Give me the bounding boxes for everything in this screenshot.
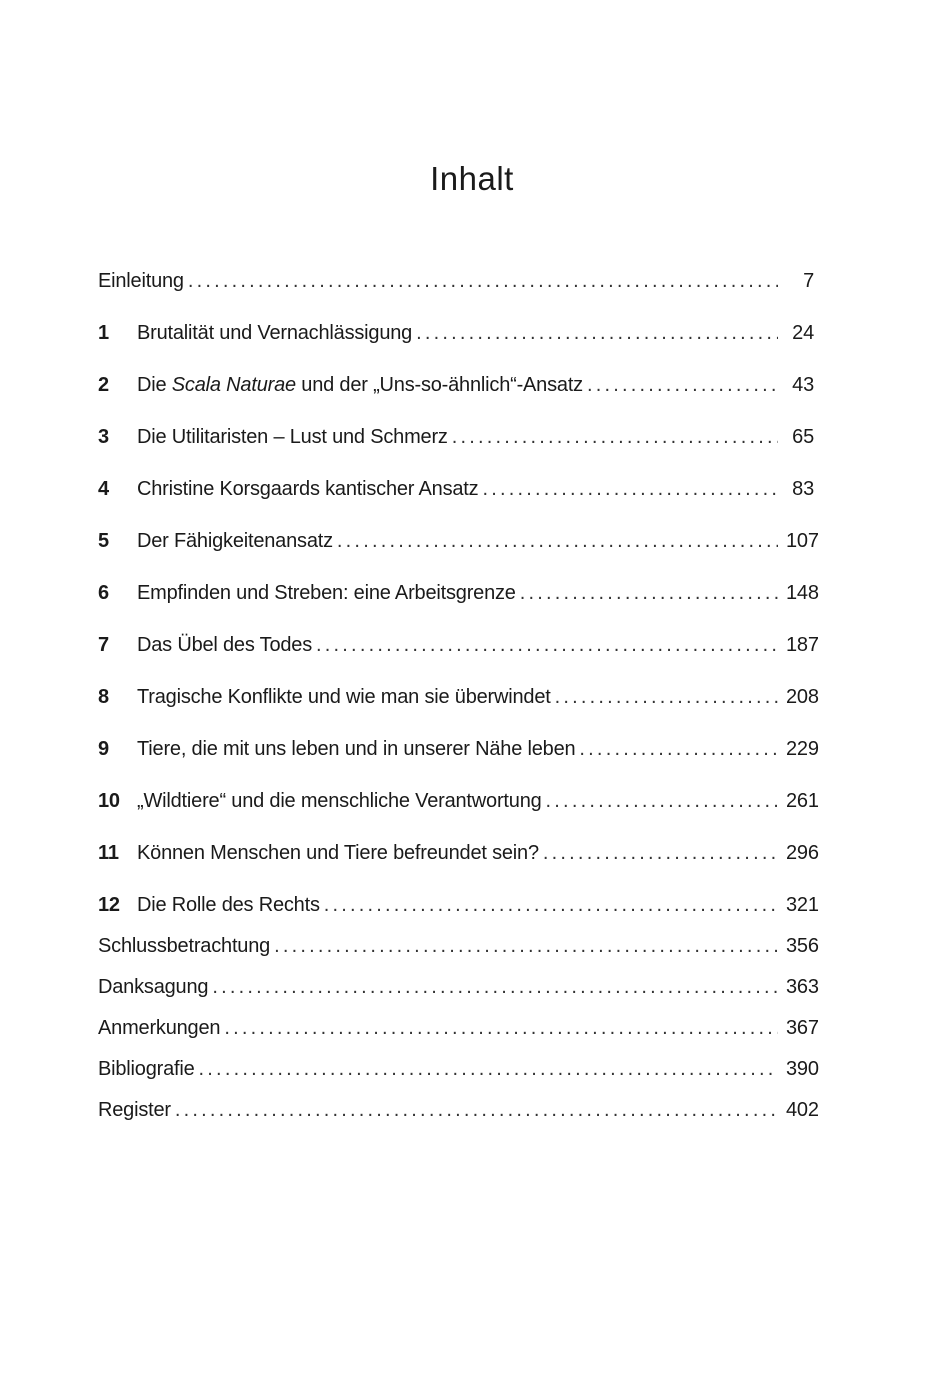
toc-page-number: 261 bbox=[786, 790, 819, 812]
toc-entry-title: Der Fähigkeitenansatz bbox=[137, 530, 333, 552]
leader-dots bbox=[175, 1095, 778, 1125]
toc-entry-title: Danksagung bbox=[98, 976, 209, 998]
toc-entry-title: Christine Korsgaards kantischer Ansatz bbox=[137, 478, 479, 500]
toc-entry-chapter-3[interactable] bbox=[98, 422, 814, 452]
toc-entry-title: Tragische Konflikte und wie man sie überwindet bbox=[137, 686, 551, 708]
toc-entry-title: Die Utilitaristen – Lust und Schmerz bbox=[137, 426, 448, 448]
toc-page-number: 65 bbox=[792, 426, 814, 448]
page-title: Inhalt bbox=[430, 160, 514, 197]
leader-dots bbox=[188, 266, 778, 296]
toc-entry-chapter-9[interactable] bbox=[98, 734, 819, 764]
toc-entry-einleitung[interactable] bbox=[98, 266, 814, 296]
toc-page-number: 390 bbox=[786, 1058, 819, 1080]
toc-page-number: 402 bbox=[786, 1099, 819, 1121]
toc-page-number: 208 bbox=[786, 686, 819, 708]
toc-entry-chapter-2[interactable] bbox=[98, 370, 814, 400]
toc-entry-title: Die Rolle des Rechts bbox=[137, 894, 320, 916]
leader-dots bbox=[224, 1013, 778, 1043]
chapter-number: 8 bbox=[98, 686, 109, 708]
toc-entry-title: Einleitung bbox=[98, 270, 184, 292]
chapter-number: 11 bbox=[98, 842, 119, 864]
toc-page-number: 363 bbox=[786, 976, 819, 998]
leader-dots bbox=[520, 578, 778, 608]
toc-entry-chapter-10[interactable] bbox=[98, 786, 819, 816]
leader-dots bbox=[482, 474, 778, 504]
toc-page-number: 321 bbox=[786, 894, 819, 916]
chapter-number: 3 bbox=[98, 426, 109, 448]
toc-entry-title: Das Übel des Todes bbox=[137, 634, 313, 656]
title-part: und der „Uns-so-ähnlich“-Ansatz bbox=[295, 374, 583, 396]
toc-page-number: 43 bbox=[792, 374, 814, 396]
leader-dots bbox=[324, 890, 778, 920]
toc-page-number: 187 bbox=[786, 634, 819, 656]
toc-entry-chapter-8[interactable] bbox=[98, 682, 819, 712]
chapter-number: 4 bbox=[98, 478, 109, 500]
leader-dots bbox=[546, 786, 778, 816]
leader-dots bbox=[416, 318, 778, 348]
toc-page-number: 356 bbox=[786, 935, 819, 957]
toc-page-number: 367 bbox=[786, 1017, 819, 1039]
leader-dots bbox=[587, 370, 778, 400]
title-italic-part: Scala Naturae bbox=[171, 374, 296, 396]
chapter-number: 7 bbox=[98, 634, 109, 656]
leader-dots bbox=[337, 526, 778, 556]
toc-entry-title: Bibliografie bbox=[98, 1058, 195, 1080]
toc-entry-schlussbetrachtung[interactable] bbox=[98, 931, 819, 961]
toc-entry-chapter-4[interactable] bbox=[98, 474, 814, 504]
toc-entry-register[interactable] bbox=[98, 1095, 819, 1125]
title-part: Die bbox=[137, 374, 172, 396]
leader-dots bbox=[316, 630, 778, 660]
toc-entry-danksagung[interactable] bbox=[98, 972, 819, 1002]
toc-entry-chapter-1[interactable] bbox=[98, 318, 814, 348]
toc-entry-title: Können Menschen und Tiere befreundet sein? bbox=[137, 842, 539, 864]
toc-entry-chapter-7[interactable] bbox=[98, 630, 819, 660]
chapter-number: 12 bbox=[98, 894, 120, 916]
toc-page-number: 24 bbox=[792, 322, 814, 344]
toc-page-number: 83 bbox=[792, 478, 814, 500]
leader-dots bbox=[212, 972, 778, 1002]
chapter-number: 5 bbox=[98, 530, 109, 552]
leader-dots bbox=[543, 838, 778, 868]
toc-entry-title: Brutalität und Vernachlässigung bbox=[137, 322, 413, 344]
toc-entry-chapter-11[interactable] bbox=[98, 838, 819, 868]
leader-dots bbox=[579, 734, 778, 764]
leader-dots bbox=[199, 1054, 778, 1084]
toc-entry-title: Register bbox=[98, 1099, 171, 1121]
toc-entry-title: „Wildtiere“ und die menschliche Verantwortung bbox=[137, 790, 542, 812]
chapter-number: 1 bbox=[98, 322, 109, 344]
chapter-number: 2 bbox=[98, 374, 109, 396]
leader-dots bbox=[452, 422, 778, 452]
leader-dots bbox=[555, 682, 778, 712]
chapter-number: 6 bbox=[98, 582, 109, 604]
chapter-number: 9 bbox=[98, 738, 109, 760]
toc-page-number: 296 bbox=[786, 842, 819, 864]
toc-entry-anmerkungen[interactable] bbox=[98, 1013, 819, 1043]
toc-entry-title: Empfinden und Streben: eine Arbeitsgrenze bbox=[137, 582, 516, 604]
toc-page-number: 7 bbox=[803, 270, 814, 292]
toc-entry-title: Tiere, die mit uns leben und in unserer Nähe leben bbox=[137, 738, 576, 760]
toc-entry-bibliografie[interactable] bbox=[98, 1054, 819, 1084]
leader-dots bbox=[274, 931, 778, 961]
toc-page-number: 229 bbox=[786, 738, 819, 760]
toc-entry-title: Anmerkungen bbox=[98, 1017, 221, 1039]
toc-entry-chapter-6[interactable] bbox=[98, 578, 819, 608]
toc-entry-title: Schlussbetrachtung bbox=[98, 935, 271, 957]
toc-page-number: 148 bbox=[786, 582, 819, 604]
toc-entry-title bbox=[137, 370, 583, 400]
chapter-number: 10 bbox=[98, 790, 120, 812]
toc-entry-chapter-12[interactable] bbox=[98, 890, 819, 920]
toc-page-number: 107 bbox=[786, 530, 819, 552]
toc-entry-chapter-5[interactable] bbox=[98, 526, 819, 556]
